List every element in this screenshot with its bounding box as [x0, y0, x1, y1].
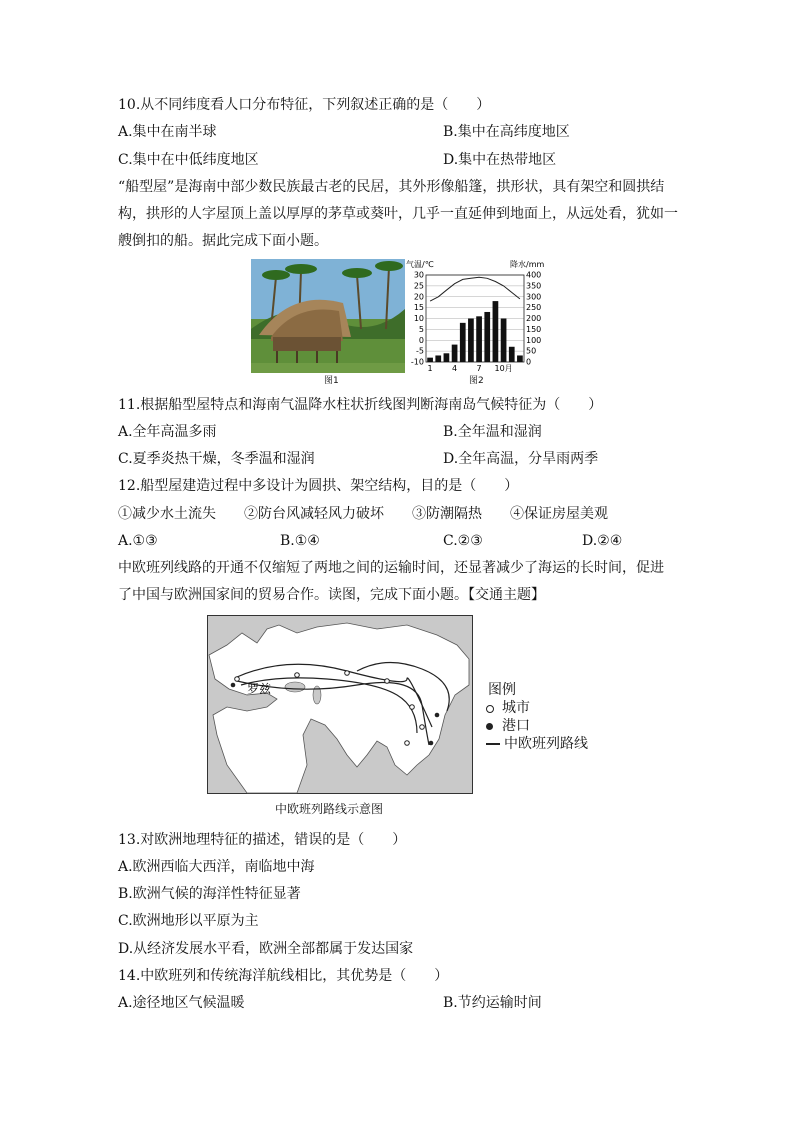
- q13-option-b: B.欧洲气候的海洋性特征显著: [118, 886, 301, 902]
- q11-option-c: C.夏季炎热干燥，冬季温和湿润: [118, 451, 315, 467]
- q14-option-b: B.节约运输时间: [443, 995, 542, 1011]
- left-axis-tick-label: 30: [413, 270, 424, 280]
- figure1-caption: 图1: [324, 376, 339, 386]
- passage1-line-3: 艘倒扣的船。据此完成下面小题。: [118, 233, 328, 249]
- left-axis-tick-label: 10: [413, 314, 424, 323]
- legend-city-label: 城市: [502, 700, 530, 716]
- q10-option-a: A.集中在南半球: [118, 124, 217, 140]
- passage1-line-1: “船型屋”是海南中部少数民族最古老的民居，其外形像船篷，拱形状，具有架空和圆拱结: [118, 179, 665, 195]
- q10-stem: 10.从不同纬度看人口分布特征，下列叙述正确的是（ ）: [118, 97, 491, 113]
- chart-right-axis-label: 降水/mm: [510, 260, 545, 269]
- x-axis-tick-label: 1: [427, 364, 433, 373]
- map-place-label: 罗兹: [247, 682, 272, 696]
- q12-option-b: B.①④: [280, 533, 320, 549]
- left-axis-tick-label: 5: [418, 324, 424, 334]
- passage1-line-2: 构，拱形的人字屋顶上盖以厚厚的茅草或葵叶，几乎一直延伸到地面上，从远处看，犹如一: [118, 206, 678, 222]
- left-axis-tick-label: -5: [416, 346, 424, 356]
- legend-route-icon: [486, 743, 500, 745]
- china-europe-railway-map: [207, 615, 473, 794]
- q11-stem: 11.根据船型屋特点和海南气温降水柱状折线图判断海南岛气候特征为（ ）: [118, 397, 603, 413]
- q13-option-d: D.从经济发展水平看，欧洲全部都属于发达国家: [118, 941, 414, 957]
- passage2-line-1: 中欧班列线路的开通不仅缩短了两地之间的运输时间，还显著减少了海运的长时间，促进: [118, 560, 664, 576]
- q12-stem: 12.船型屋建造过程中多设计为圆拱、架空结构，目的是（ ）: [118, 478, 519, 494]
- left-axis-tick-label: 25: [413, 281, 424, 291]
- right-axis-tick-label: 250: [526, 303, 542, 313]
- precipitation-bar: [509, 347, 515, 362]
- precipitation-bar: [468, 319, 474, 363]
- precipitation-bar: [444, 353, 450, 362]
- right-axis-tick-label: 200: [526, 314, 542, 323]
- boat-house-photo: [251, 259, 405, 373]
- left-axis-tick-label: 15: [413, 303, 424, 313]
- precipitation-bar: [501, 319, 507, 363]
- precipitation-bar: [517, 355, 523, 362]
- map-caption: 中欧班列路线示意图: [275, 802, 384, 816]
- right-axis-tick-label: 50: [526, 346, 537, 356]
- precipitation-bar: [484, 312, 490, 362]
- left-axis-tick-label: 0: [418, 335, 424, 345]
- q14-stem: 14.中欧班列和传统海洋航线相比，其优势是（ ）: [118, 968, 449, 984]
- right-axis-tick-label: 100: [526, 335, 542, 345]
- climate-chart: [406, 259, 546, 374]
- x-axis-tick-label: 4: [452, 364, 458, 373]
- legend-port-label: 港口: [502, 718, 530, 734]
- precipitation-bar: [452, 345, 458, 362]
- q11-option-d: D.全年高温，分旱雨两季: [443, 451, 599, 467]
- q12-items: ①减少水土流失 ②防台风减轻风力破坏 ③防潮隔热 ④保证房屋美观: [118, 506, 608, 522]
- right-axis-tick-label: 350: [526, 281, 542, 291]
- left-axis-tick-label: -10: [410, 357, 424, 367]
- q10-option-d: D.集中在热带地区: [443, 152, 557, 168]
- right-axis-tick-label: 0: [526, 357, 532, 367]
- legend-title: 图例: [488, 682, 516, 698]
- q13-stem: 13.对欧洲地理特征的描述，错误的是（ ）: [118, 832, 407, 848]
- x-axis-tick-label: 7: [476, 364, 482, 373]
- legend-city-icon: [486, 705, 494, 713]
- right-axis-tick-label: 400: [526, 270, 542, 280]
- right-axis-tick-label: 150: [526, 324, 542, 334]
- chart-left-axis-label: 气温/℃: [406, 260, 434, 269]
- q11-option-b: B.全年温和湿润: [443, 424, 542, 440]
- right-axis-tick-label: 300: [526, 292, 542, 302]
- left-axis-tick-label: 20: [413, 292, 424, 302]
- precipitation-bar: [476, 316, 482, 362]
- q12-option-d: D.②④: [582, 533, 623, 549]
- passage2-line-2: 了中国与欧洲国家间的贸易合作。读图，完成下面小题。【交通主题】: [118, 587, 545, 603]
- precipitation-bar: [427, 358, 433, 362]
- q12-option-a: A.①③: [118, 533, 158, 549]
- q13-option-c: C.欧洲地形以平原为主: [118, 913, 259, 929]
- q10-option-c: C.集中在中低纬度地区: [118, 152, 259, 168]
- figure2-caption: 图2: [469, 376, 484, 386]
- q14-option-a: A.途径地区气候温暖: [118, 995, 245, 1011]
- q10-option-b: B.集中在高纬度地区: [443, 124, 570, 140]
- q13-option-a: A.欧洲西临大西洋，南临地中海: [118, 859, 315, 875]
- precipitation-bar: [435, 355, 441, 362]
- legend-port-icon: [486, 723, 493, 730]
- x-axis-tick-label: 10月: [494, 364, 513, 373]
- precipitation-bar: [493, 301, 499, 362]
- precipitation-bar: [460, 323, 466, 362]
- q11-option-a: A.全年高温多雨: [118, 424, 217, 440]
- q12-option-c: C.②③: [443, 533, 483, 549]
- temperature-line: [430, 277, 520, 301]
- legend-route-label: 中欧班列路线: [504, 736, 588, 752]
